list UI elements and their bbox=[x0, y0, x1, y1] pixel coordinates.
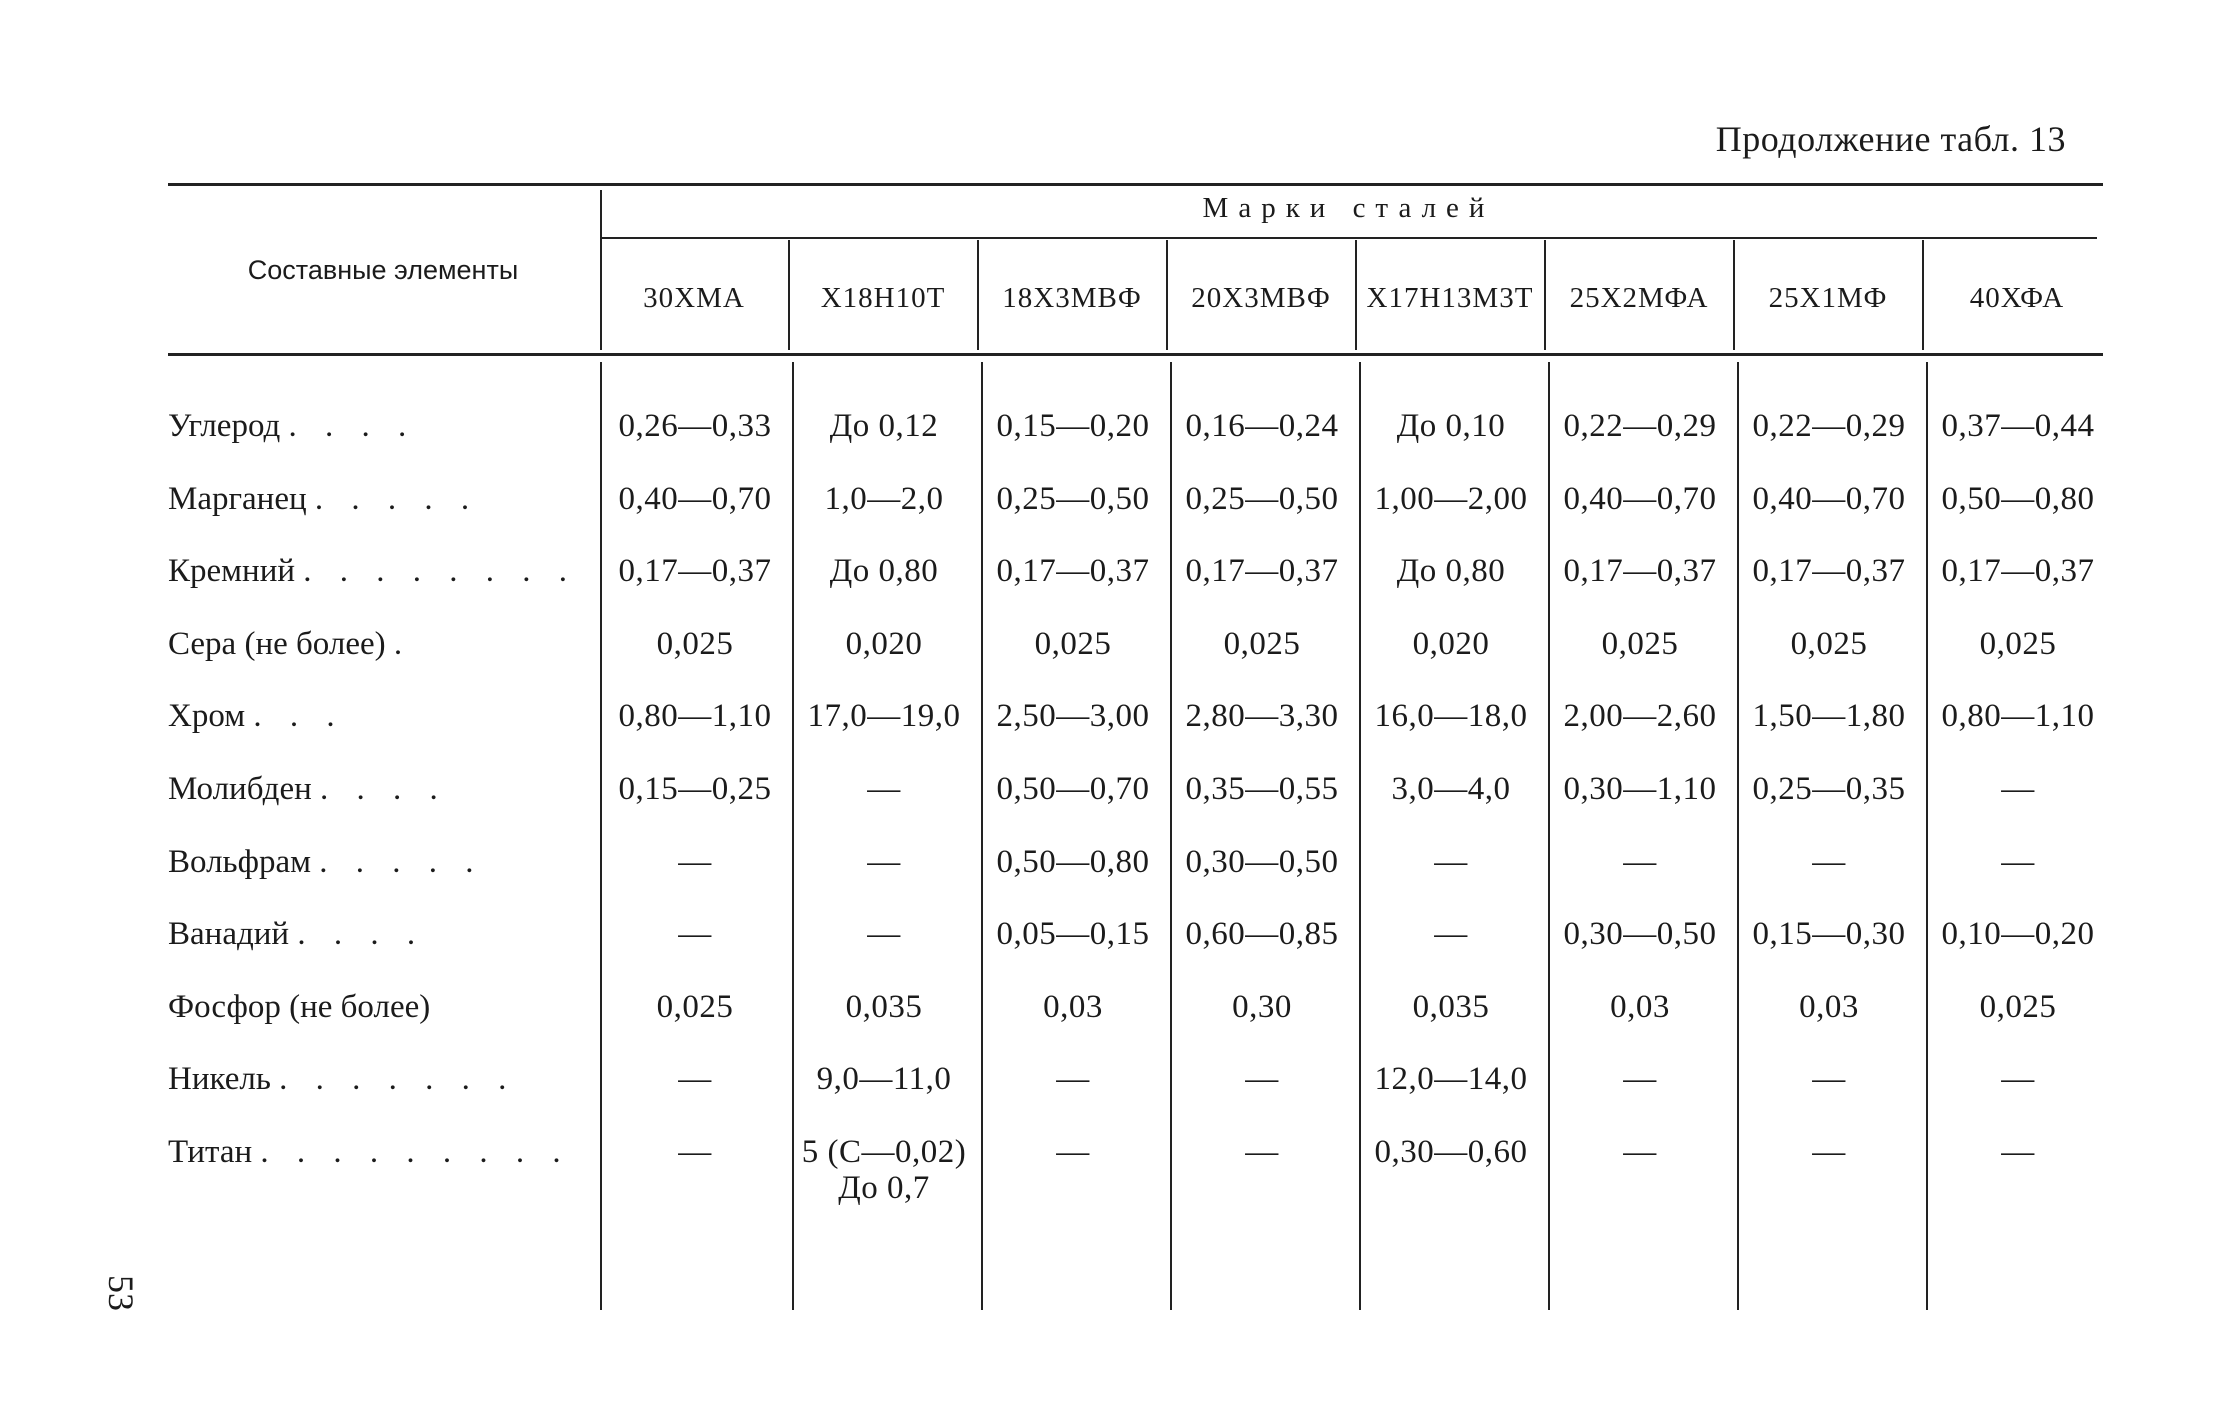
table-cell: 0,03 bbox=[1043, 988, 1103, 1025]
table-cell: — bbox=[1812, 1134, 1846, 1170]
leader-dots: . . . bbox=[253, 698, 345, 735]
table-cell: 1,50—1,80 bbox=[1752, 698, 1906, 735]
table-cell: — bbox=[2001, 1134, 2035, 1170]
table-cell: 0,25—0,50 bbox=[996, 480, 1150, 517]
table-cell: 1,0—2,0 bbox=[824, 480, 944, 517]
table-cell: До 0,80 bbox=[1396, 553, 1506, 590]
table-cell: — bbox=[1056, 1134, 1090, 1170]
table-cell: 0,025 bbox=[1601, 625, 1679, 662]
grade-header: 40ХФА bbox=[1969, 282, 2065, 314]
table-cell: 2,50—3,00 bbox=[996, 698, 1150, 735]
element-row-label bbox=[168, 771, 600, 808]
table-continuation-label: Продолжение табл. 13 bbox=[1715, 119, 2066, 159]
table-cell: — bbox=[1623, 843, 1657, 880]
table-cell: — bbox=[1812, 1061, 1846, 1098]
table-cell: 0,025 bbox=[1223, 625, 1301, 662]
table-cell: 0,35—0,55 bbox=[1185, 771, 1339, 807]
element-row-label bbox=[168, 698, 600, 735]
table-cell: 0,025 bbox=[656, 625, 734, 662]
table-cell: 5 (С—0,02) bbox=[801, 1134, 967, 1170]
table-cell: 0,26—0,33 bbox=[618, 408, 772, 444]
element-name: Ванадий bbox=[168, 916, 290, 953]
table-cell: 0,020 bbox=[1412, 625, 1490, 662]
table-cell: 0,025 bbox=[1034, 625, 1112, 662]
table-cell: — bbox=[678, 843, 712, 880]
table-cell: 16,0—18,0 bbox=[1374, 698, 1528, 735]
grade-header: 18Х3МВФ bbox=[1002, 282, 1142, 314]
table-cell: 0,80—1,10 bbox=[1941, 698, 2095, 735]
table-cell-continuation: До 0,7 bbox=[838, 1170, 930, 1206]
table-cell: 0,025 bbox=[656, 988, 734, 1025]
table-cell: 0,30—1,10 bbox=[1563, 771, 1717, 807]
leader-dots: . . . . . bbox=[319, 843, 484, 880]
element-row-label bbox=[168, 1061, 600, 1098]
table-cell: — bbox=[678, 916, 712, 953]
table-cell: — bbox=[1056, 1061, 1090, 1098]
table-cell: 2,00—2,60 bbox=[1563, 698, 1717, 735]
element-name: Кремний bbox=[168, 553, 296, 590]
table-cell: 17,0—19,0 bbox=[807, 698, 961, 735]
table-cell: 0,10—0,20 bbox=[1941, 916, 2095, 953]
group-header-rule bbox=[600, 237, 2097, 239]
element-name: Углерод bbox=[168, 408, 281, 444]
element-name: Сера (не более) bbox=[168, 625, 386, 662]
leader-dots: . bbox=[393, 625, 413, 662]
leader-dots: . . . . . . . . . bbox=[260, 1134, 571, 1170]
element-name: Титан bbox=[168, 1134, 253, 1170]
table-cell: 0,03 bbox=[1610, 988, 1670, 1025]
element-name: Вольфрам bbox=[168, 843, 312, 880]
table-cell: 0,30 bbox=[1232, 988, 1292, 1025]
table-cell: 0,17—0,37 bbox=[996, 553, 1150, 590]
table-cell: 0,17—0,37 bbox=[618, 553, 772, 590]
leader-dots: . . . . bbox=[320, 771, 448, 807]
table-cell: 0,40—0,70 bbox=[618, 480, 772, 517]
table-cell: 0,25—0,35 bbox=[1752, 771, 1906, 807]
grade-header: 20Х3МВФ bbox=[1191, 282, 1331, 314]
table-cell: 0,025 bbox=[1790, 625, 1868, 662]
table-cell: — bbox=[1623, 1134, 1657, 1170]
grade-header: 25Х2МФА bbox=[1569, 282, 1709, 314]
table-cell: 0,025 bbox=[1979, 625, 2057, 662]
grade-header: 25Х1МФ bbox=[1768, 282, 1888, 314]
element-row-label bbox=[168, 1134, 600, 1171]
table-cell: До 0,80 bbox=[829, 553, 939, 590]
element-row-label bbox=[168, 989, 600, 1026]
table-cell: 0,15—0,25 bbox=[618, 771, 772, 807]
table-cell: 0,05—0,15 bbox=[996, 916, 1150, 953]
table-cell: — bbox=[2001, 771, 2035, 807]
table-cell: 0,035 bbox=[845, 988, 923, 1025]
table-cell: До 0,12 bbox=[829, 408, 939, 444]
table-cell: 0,22—0,29 bbox=[1563, 408, 1717, 444]
table-cell: 9,0—11,0 bbox=[816, 1061, 952, 1098]
grade-header: Х18Н10Т bbox=[820, 282, 946, 314]
table-cell: 0,50—0,80 bbox=[1941, 480, 2095, 517]
table-cell: 0,16—0,24 bbox=[1185, 408, 1339, 444]
table-cell: — bbox=[1245, 1061, 1279, 1098]
table-cell: 0,30—0,50 bbox=[1185, 843, 1339, 880]
table-cell: 0,15—0,30 bbox=[1752, 916, 1906, 953]
table-cell: 0,15—0,20 bbox=[996, 408, 1150, 444]
column-group-header-steel-grades: Марки сталей bbox=[1202, 192, 1495, 224]
table-cell: — bbox=[1434, 843, 1468, 880]
table-cell: 0,03 bbox=[1799, 988, 1859, 1025]
element-name: Хром bbox=[168, 698, 246, 735]
table-cell: 0,25—0,50 bbox=[1185, 480, 1339, 517]
table-cell: — bbox=[867, 843, 901, 880]
leader-dots: . . . . . . . bbox=[279, 1061, 517, 1098]
page-number: 53 bbox=[101, 1275, 141, 1311]
table-cell: 0,17—0,37 bbox=[1185, 553, 1339, 590]
table-cell: — bbox=[1623, 1061, 1657, 1098]
table-cell: — bbox=[1812, 843, 1846, 880]
element-row-label bbox=[168, 481, 600, 518]
table-cell: 0,035 bbox=[1412, 988, 1490, 1025]
table-cell: 1,00—2,00 bbox=[1374, 480, 1528, 517]
table-cell: 0,17—0,37 bbox=[1563, 553, 1717, 590]
element-row-label bbox=[168, 844, 600, 881]
element-row-label bbox=[168, 553, 600, 590]
leader-dots: . . . . . . . . bbox=[303, 553, 578, 590]
column-header-elements: Составные элементы bbox=[247, 255, 519, 285]
table-cell: — bbox=[678, 1134, 712, 1170]
table-cell: 0,50—0,70 bbox=[996, 771, 1150, 807]
element-name: Молибден bbox=[168, 771, 312, 807]
table-cell: 0,37—0,44 bbox=[1941, 408, 2095, 444]
header-column-divider bbox=[600, 190, 602, 350]
element-name: Фосфор (не более) bbox=[168, 988, 431, 1025]
leader-dots: . . . . . bbox=[314, 480, 480, 517]
table-cell: 2,80—3,30 bbox=[1185, 698, 1339, 735]
table-cell: 0,80—1,10 bbox=[618, 698, 772, 735]
table-cell: — bbox=[867, 771, 901, 807]
grade-header: 30ХМА bbox=[643, 282, 745, 314]
table-cell: — bbox=[1434, 916, 1468, 953]
table-cell: — bbox=[2001, 1061, 2035, 1098]
table-cell: 0,025 bbox=[1979, 988, 2057, 1025]
table-top-rule bbox=[168, 183, 2103, 186]
table-cell: 3,0—4,0 bbox=[1391, 771, 1511, 807]
table-cell: 0,60—0,85 bbox=[1185, 916, 1339, 953]
element-row-label bbox=[168, 626, 600, 663]
table-cell: — bbox=[1245, 1134, 1279, 1170]
table-cell: 0,30—0,50 bbox=[1563, 916, 1717, 953]
header-bottom-rule bbox=[168, 353, 2103, 356]
table-cell: 0,17—0,37 bbox=[1941, 553, 2095, 590]
table-cell: 0,50—0,80 bbox=[996, 843, 1150, 880]
leader-dots: . . . . bbox=[297, 916, 426, 953]
leader-dots: . . . . bbox=[288, 408, 417, 444]
table-cell: — bbox=[2001, 843, 2035, 880]
table-cell: 0,22—0,29 bbox=[1752, 408, 1906, 444]
table-cell: — bbox=[678, 1061, 712, 1098]
grade-header: Х17Н13М3Т bbox=[1366, 282, 1534, 314]
element-name: Никель bbox=[168, 1061, 271, 1098]
table-cell: 0,020 bbox=[845, 625, 923, 662]
table-cell: До 0,10 bbox=[1396, 408, 1506, 444]
table-cell: 0,40—0,70 bbox=[1563, 480, 1717, 517]
element-name: Марганец bbox=[168, 480, 307, 517]
table-cell: — bbox=[867, 916, 901, 953]
table-cell: 0,30—0,60 bbox=[1374, 1134, 1528, 1170]
table-cell: 0,40—0,70 bbox=[1752, 480, 1906, 517]
table-cell: 0,17—0,37 bbox=[1752, 553, 1906, 590]
element-row-label bbox=[168, 916, 600, 953]
table-cell: 12,0—14,0 bbox=[1374, 1061, 1528, 1098]
element-row-label bbox=[168, 408, 600, 445]
